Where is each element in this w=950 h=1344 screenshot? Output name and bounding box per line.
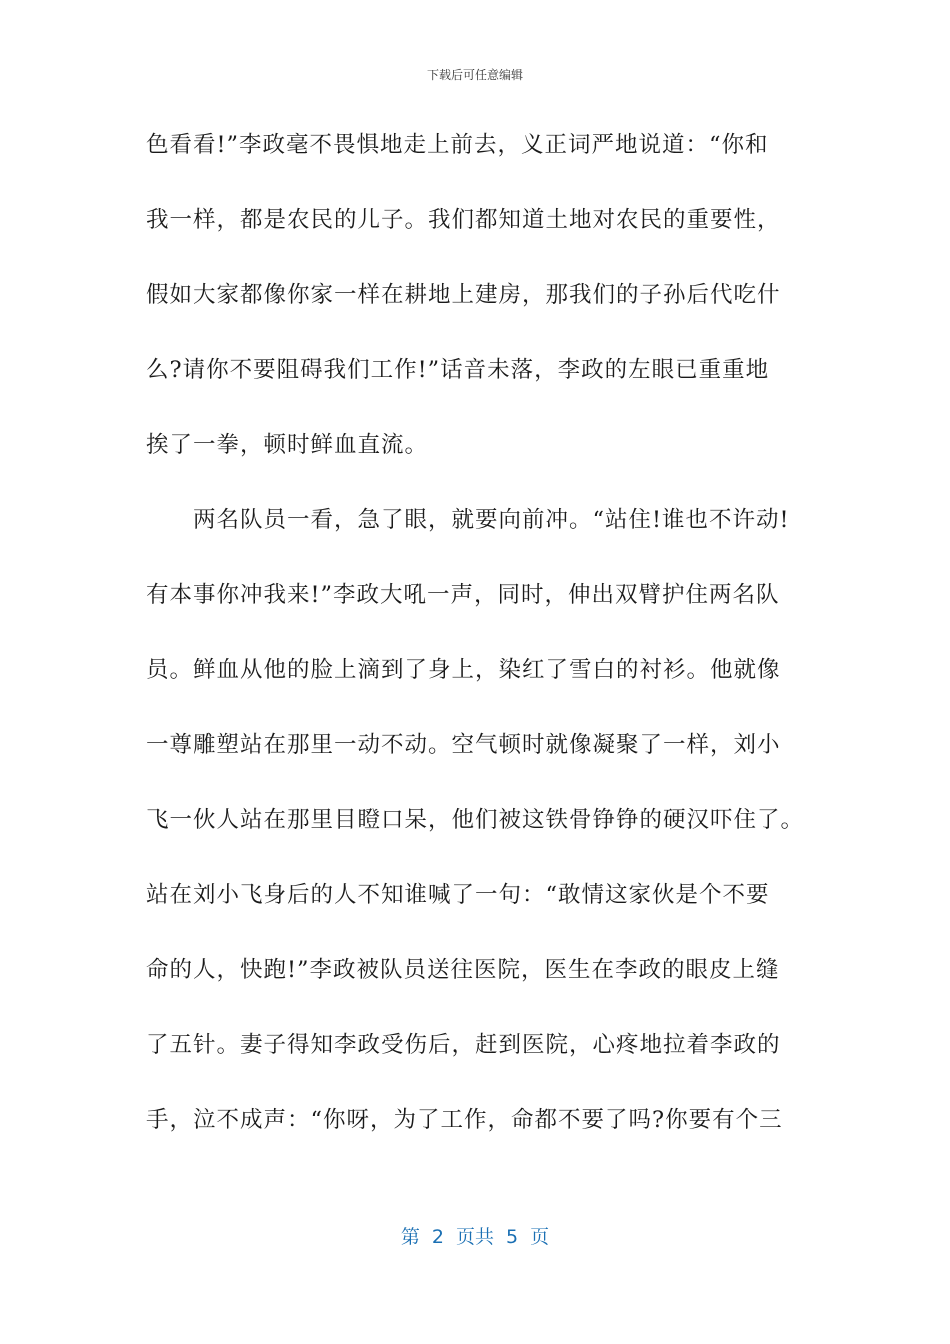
text-line: 有本事你冲我来!”李政大吼一声，同时，伸出双臂护住两名队 <box>146 582 780 608</box>
text-line: 命的人，快跑!”李政被队员送往医院，医生在李政的眼皮上缝 <box>146 957 780 983</box>
text-line: 色看看!”李政毫不畏惧地走上前去，义正词严地说道：“你和 <box>146 132 769 158</box>
text-line: 两名队员一看，急了眼，就要向前冲。“站住!谁也不许动! <box>146 507 790 533</box>
page-header-note: 下载后可任意编辑 <box>426 68 523 82</box>
text-line: 假如大家都像你家一样在耕地上建房，那我们的子孙后代吃什 <box>146 282 781 308</box>
text-line: 站在刘小飞身后的人不知谁喊了一句：“敢情这家伙是个不要 <box>146 882 770 908</box>
text-line: 员。鲜血从他的脸上滴到了身上，染红了雪白的衬衫。他就像 <box>146 657 781 683</box>
page-number-footer: 第 2 页共 5 页 <box>400 1226 550 1248</box>
document-body <box>146 124 816 1174</box>
text-line: 么?请你不要阻碍我们工作!”话音未落，李政的左眼已重重地 <box>146 357 770 383</box>
text-line: 飞一伙人站在那里目瞪口呆，他们被这铁骨铮铮的硬汉吓住了。 <box>146 807 805 833</box>
text-line: 一尊雕塑站在那里一动不动。空气顿时就像凝聚了一样，刘小 <box>146 732 781 758</box>
text-line: 了五针。妻子得知李政受伤后，赶到医院，心疼地拉着李政的 <box>146 1032 781 1058</box>
text-line: 我一样，都是农民的儿子。我们都知道土地对农民的重要性， <box>146 207 781 233</box>
text-line: 手，泣不成声：“你呀，为了工作，命都不要了吗?你要有个三 <box>146 1107 783 1133</box>
text-line: 挨了一拳，顿时鲜血直流。 <box>146 432 429 458</box>
